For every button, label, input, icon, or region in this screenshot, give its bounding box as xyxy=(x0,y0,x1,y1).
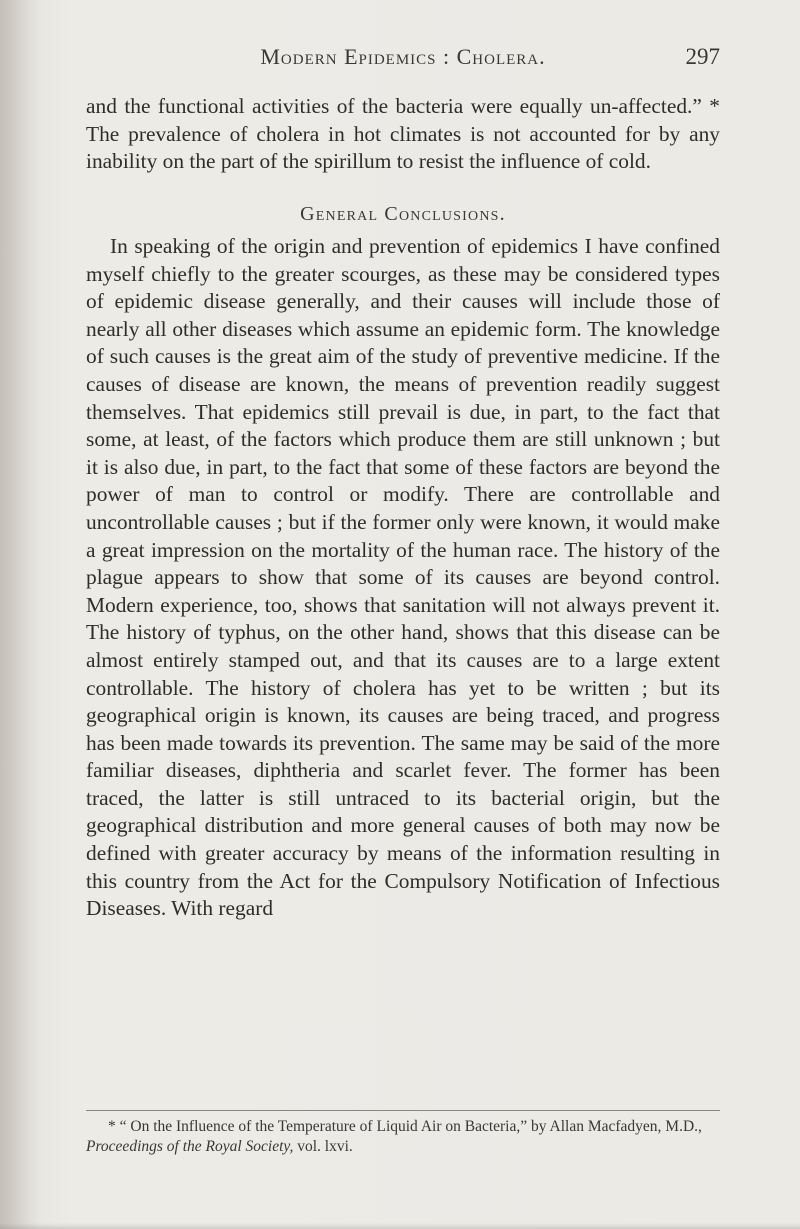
footnote-volume: vol. lxvi. xyxy=(293,1138,353,1155)
footnote-journal: Proceedings of the Royal Society, xyxy=(86,1138,294,1155)
footnote-text: * “ On the Influence of the Temperature of Liquid Air on Bacteria,” by Allan Macfadyen, M.D., xyxy=(108,1118,702,1135)
page-bottom-edge xyxy=(0,1223,800,1229)
section-heading: General Conclusions. xyxy=(300,203,506,225)
gutter-shadow xyxy=(0,0,40,1229)
page-header xyxy=(86,44,720,74)
page-number: 297 xyxy=(685,44,720,69)
paragraph-continued: and the functional activities of the bacteria were equally un-affected.” * The prevalence of cholera in hot climates is not accounted for by any inability on the part of the spirillum to resist the influence of cold. xyxy=(86,94,720,174)
footnote-divider xyxy=(86,1110,720,1111)
paragraph-general-conclusions: In speaking of the origin and prevention of epidemics I have confined myself chiefly to the greater scourges, as these may be considered types of epidemic disease generally, and their causes will include those of nearly all other diseases which assume an epidemic form. The knowledge of such causes is the great aim of the study of preventive medicine. If the causes of disease are known, the means of prevention readily suggest themselves. That epidemics still prevail is due, in part, to the fact that some, at least, of the factors which produce them are still unknown ; but it is also due, in part, to the fact that some of these factors are beyond the power of man to control or modify. There are controllable and uncontrollable causes ; but if the former only were known, it would make a great impression on the mortality of the human race. The history of the plague appears to show that some of its causes are beyond control. Modern experience, too, shows that sanitation will not always prevent it. The history of typhus, on the other hand, shows that this disease can be almost entirely stamped out, and that its causes are to a large extent controllable. The history of cholera has yet to be written ; but its geographical origin is known, its causes are being traced, and progress has been made towards its prevention. The same may be said of the more familiar diseases, diphtheria and scarlet fever. The former has been traced, the latter is still untraced to its bacterial origin, but the geographical distribution and more general causes of both may now be defined with greater accuracy by means of the information resulting in this country from the Act for the Compulsory Notification of Infectious Diseases. With regard xyxy=(86,234,720,921)
running-head: Modern Epidemics : Cholera. xyxy=(260,44,546,69)
footnote xyxy=(86,1117,720,1157)
